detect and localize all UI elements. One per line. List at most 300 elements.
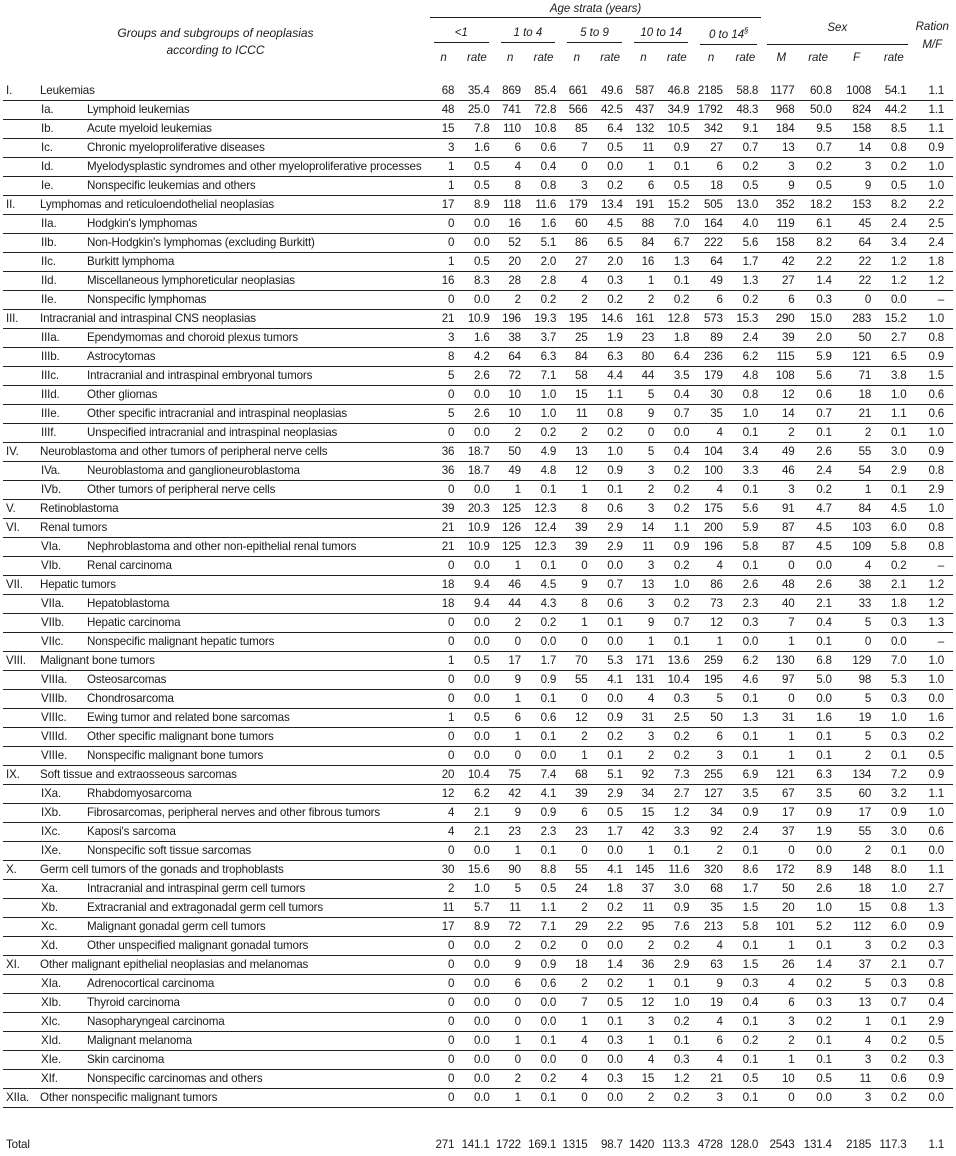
n-value: 191	[628, 195, 659, 214]
rate-value: 13.4	[592, 195, 627, 214]
row-label: Nephroblastoma and other non-epithelial renal tumors	[87, 540, 357, 554]
n-value: 6	[694, 1031, 727, 1050]
n-value: 44	[495, 594, 526, 613]
rate-value: 0.2	[592, 898, 627, 917]
n-value: 42	[495, 784, 526, 803]
n-value: 195	[694, 670, 727, 689]
n-value: 3	[628, 556, 659, 575]
rate-value: 0.0	[876, 632, 911, 651]
rate-value: 3.4	[876, 233, 911, 252]
n-value: 23	[628, 328, 659, 347]
row-label: Nonspecific lymphomas	[87, 293, 207, 307]
rate-value: 0.0	[459, 974, 494, 993]
rate-value: 0.9	[526, 955, 561, 974]
n-value: 87	[763, 518, 799, 537]
n-value: 573	[694, 309, 727, 328]
rate-value: 6.2	[728, 651, 763, 670]
rate-value: 1.1	[526, 898, 561, 917]
rate-value: 9.4	[459, 575, 494, 594]
row-code: X.	[6, 863, 17, 877]
n-value: 6	[694, 157, 727, 176]
rate-value: 0.2	[876, 157, 911, 176]
n-value: 0	[561, 1088, 592, 1107]
rate-value: 0.0	[459, 385, 494, 404]
n-value: 0	[428, 993, 459, 1012]
rate-value: 0.2	[799, 157, 836, 176]
n-value: 5	[837, 974, 876, 993]
n-value: 6	[694, 290, 727, 309]
n-value: 10	[495, 404, 526, 423]
n-value: 39	[763, 328, 799, 347]
rate-value: 4.5	[799, 537, 836, 556]
rate-value: 3.7	[526, 328, 561, 347]
n-value: 112	[837, 917, 876, 936]
rate-value: 0.1	[728, 936, 763, 955]
rate-value: 0.2	[876, 1088, 911, 1107]
n-value: 11	[628, 537, 659, 556]
n-value: 2	[628, 936, 659, 955]
n-value: 9	[628, 613, 659, 632]
rate-value: 0.2	[659, 290, 694, 309]
n-value: 49	[763, 442, 799, 461]
n-value: 1	[763, 632, 799, 651]
rate-value: 0.3	[728, 613, 763, 632]
n-value: 29	[561, 917, 592, 936]
n-value: 0	[428, 1069, 459, 1088]
row-code: VIIId.	[41, 730, 68, 744]
rate-value: 0.0	[459, 1012, 494, 1031]
rate-value: 1.6	[459, 138, 494, 157]
sex-header	[763, 2, 911, 46]
rate-value: 98.7	[601, 1138, 623, 1152]
n-value: 1	[763, 1050, 799, 1069]
row-code: XIe.	[41, 1053, 62, 1067]
ratio-value: 2.2	[912, 195, 954, 214]
rate-value: 2.6	[728, 575, 763, 594]
n-value: 85	[561, 119, 592, 138]
n-value: 179	[694, 366, 727, 385]
ratio-value: 0.4	[912, 993, 954, 1012]
n-value: 4	[694, 936, 727, 955]
rate-value: 20.3	[459, 499, 494, 518]
rate-value: 2.1	[876, 955, 911, 974]
n-value: 92	[628, 765, 659, 784]
n-value: 19	[694, 993, 727, 1012]
n-value: 172	[763, 860, 799, 879]
rate-value: 5.8	[876, 537, 911, 556]
n-value: 37	[837, 955, 876, 974]
n-value: 3	[628, 461, 659, 480]
rate-value: 5.9	[728, 518, 763, 537]
rate-value: 49.6	[592, 82, 627, 101]
rate-value: 0.1	[799, 423, 836, 442]
rate-value: 0.7	[728, 138, 763, 157]
row-code: IIe.	[41, 293, 57, 307]
rate-value: 1.7	[526, 651, 561, 670]
rate-value: 6.2	[728, 347, 763, 366]
row-code: VI.	[6, 521, 20, 535]
rate-value: 2.4	[728, 822, 763, 841]
table-row	[3, 119, 953, 138]
n-value: 9	[837, 176, 876, 195]
n-value: 2	[837, 746, 876, 765]
subheader-female: F	[852, 51, 860, 64]
rate-value: 4.5	[592, 214, 627, 233]
rate-value: 0.6	[799, 385, 836, 404]
ratio-value: 1.0	[912, 499, 954, 518]
ratio-value: 0.7	[912, 955, 954, 974]
rate-value: 15.3	[728, 309, 763, 328]
total-row	[3, 1134, 953, 1156]
n-value: 8	[561, 499, 592, 518]
rate-value: 0.4	[799, 613, 836, 632]
subheader-rate: rate	[666, 51, 687, 64]
rate-value: 5.0	[799, 670, 836, 689]
row-code: Ia.	[41, 103, 54, 117]
rate-value: 2.9	[876, 461, 911, 480]
rate-value: 0.0	[659, 423, 694, 442]
n-value: 0	[628, 423, 659, 442]
row-label: Other tumors of peripheral nerve cells	[87, 483, 276, 497]
rate-value: 2.5	[659, 708, 694, 727]
rate-value: 3.5	[728, 784, 763, 803]
subheader-n: n	[573, 51, 581, 64]
row-label: Rhabdomyosarcoma	[87, 787, 192, 801]
table-row	[3, 537, 953, 556]
rate-value: 0.5	[659, 176, 694, 195]
ratio-value: 1.0	[912, 803, 954, 822]
n-value: 30	[694, 385, 727, 404]
rate-value: 4.8	[728, 366, 763, 385]
rate-value: 0.1	[728, 746, 763, 765]
table-row	[3, 765, 953, 784]
row-label: Soft tissue and extraosseous sarcomas	[40, 768, 237, 782]
row-code: Xa.	[41, 882, 58, 896]
rate-value: 0.9	[728, 803, 763, 822]
rate-value: 0.0	[459, 1088, 494, 1107]
rate-value: 1.5	[728, 898, 763, 917]
rate-value: 5.6	[799, 366, 836, 385]
n-value: 0	[561, 632, 592, 651]
n-value: 3	[837, 1088, 876, 1107]
n-value: 58	[561, 366, 592, 385]
ratio-value: 1.2	[912, 575, 954, 594]
rate-value: 4.8	[526, 461, 561, 480]
rate-value: 7.8	[459, 119, 494, 138]
n-value: 320	[694, 860, 727, 879]
rate-value: 0.1	[876, 480, 911, 499]
n-value: 1	[428, 708, 459, 727]
rate-value: 0.3	[592, 271, 627, 290]
rate-value: 8.3	[459, 271, 494, 290]
n-value: 153	[837, 195, 876, 214]
rate-value: 0.1	[728, 480, 763, 499]
table-row	[3, 157, 953, 176]
n-value: 171	[628, 651, 659, 670]
table-header	[3, 2, 953, 82]
row-label: Retinoblastoma	[40, 502, 119, 516]
n-value: 4	[561, 1031, 592, 1050]
n-value: 22	[837, 271, 876, 290]
n-value: 72	[495, 366, 526, 385]
n-value: 0	[428, 955, 459, 974]
n-value: 4	[428, 803, 459, 822]
rate-value: 8.9	[459, 195, 494, 214]
row-label: Other specific malignant bone tumors	[87, 730, 274, 744]
n-value: 84	[837, 499, 876, 518]
rate-value: 5.3	[876, 670, 911, 689]
table-row	[3, 214, 953, 233]
rate-value: 5.9	[799, 347, 836, 366]
n-value: 55	[837, 822, 876, 841]
rate-value: 0.2	[659, 499, 694, 518]
row-code: IIIf.	[41, 426, 57, 440]
rate-value: 1.3	[728, 271, 763, 290]
n-value: 1008	[837, 82, 876, 101]
rate-value: 0.2	[526, 1069, 561, 1088]
rate-value: 10.9	[459, 309, 494, 328]
n-value: 1	[428, 252, 459, 271]
n-value: 39	[428, 499, 459, 518]
n-value: 0	[495, 1050, 526, 1069]
row-label: Nasopharyngeal carcinoma	[87, 1015, 225, 1029]
n-value: 236	[694, 347, 727, 366]
ratio-value: 0.6	[912, 404, 954, 423]
rate-value: 0.2	[659, 1012, 694, 1031]
n-value: 4	[694, 1012, 727, 1031]
row-label: Germ cell tumors of the gonads and trophoblasts	[40, 863, 284, 877]
n-value: 968	[763, 100, 799, 119]
rate-value: 15.2	[876, 309, 911, 328]
age-strata-header	[428, 2, 763, 20]
ratio-value: –	[912, 632, 954, 651]
subheader-rate: rate	[533, 51, 554, 64]
row-label: Lymphomas and reticuloendothelial neoplasias	[40, 198, 275, 212]
row-code: VIIc.	[41, 635, 64, 649]
ratio-value: 0.2	[912, 727, 954, 746]
subheader-rate: rate	[467, 51, 487, 64]
n-value: 84	[561, 347, 592, 366]
rate-value: 46.8	[659, 82, 694, 101]
rate-value: 5.8	[728, 917, 763, 936]
rate-value: 19.3	[526, 309, 561, 328]
rate-value: 2.4	[876, 214, 911, 233]
row-code: VIIIb.	[41, 692, 68, 706]
n-value: 17	[428, 917, 459, 936]
footnote-marker: §	[744, 26, 749, 35]
table-row	[3, 632, 953, 651]
rate-value: 0.2	[592, 727, 627, 746]
rate-value: 8.8	[526, 860, 561, 879]
rate-value: 0.1	[659, 157, 694, 176]
n-value: 72	[495, 917, 526, 936]
table-row	[3, 708, 953, 727]
table-row	[3, 613, 953, 632]
rate-value: 0.2	[876, 556, 911, 575]
rate-value: 0.0	[592, 1088, 627, 1107]
rate-value: 0.2	[592, 176, 627, 195]
n-value: 100	[694, 461, 727, 480]
rate-value: 1.2	[659, 803, 694, 822]
n-value: 2	[561, 898, 592, 917]
rate-value: 0.5	[592, 993, 627, 1012]
n-value: 44	[628, 366, 659, 385]
rate-value: 2.2	[799, 252, 836, 271]
rate-value: 2.3	[728, 594, 763, 613]
row-label: Kaposi's sarcoma	[87, 825, 176, 839]
rate-value: 0.1	[799, 1050, 836, 1069]
rate-value: 1.1	[659, 518, 694, 537]
row-label: Malignant bone tumors	[40, 654, 155, 668]
rate-value: 2.9	[659, 955, 694, 974]
n-value: 63	[694, 955, 727, 974]
rate-value: 0.0	[799, 689, 836, 708]
n-value: 84	[628, 233, 659, 252]
table-row	[3, 499, 953, 518]
row-code: VII.	[6, 578, 23, 592]
n-value: 42	[763, 252, 799, 271]
n-value: 3	[694, 1088, 727, 1107]
rate-value: 4.5	[799, 518, 836, 537]
row-code: Xb.	[41, 901, 58, 915]
n-value: 18	[694, 176, 727, 195]
rate-value: 0.0	[592, 632, 627, 651]
rate-value: 0.1	[728, 727, 763, 746]
ratio-value: 2.9	[912, 480, 954, 499]
n-value: 18	[561, 955, 592, 974]
n-value: 0	[428, 1012, 459, 1031]
n-value: 0	[428, 1050, 459, 1069]
rate-value: 0.0	[459, 613, 494, 632]
rate-value: 0.5	[728, 1069, 763, 1088]
rate-value: 0.0	[459, 955, 494, 974]
rate-value: 0.2	[526, 290, 561, 309]
n-value: 39	[561, 784, 592, 803]
n-value: 87	[763, 537, 799, 556]
n-value: 50	[763, 879, 799, 898]
row-code: XI.	[6, 958, 20, 972]
n-value: 27	[561, 252, 592, 271]
n-value: 6	[561, 803, 592, 822]
n-value: 4728	[697, 1138, 723, 1152]
row-code: Id.	[41, 160, 54, 174]
rate-value: 0.1	[659, 1031, 694, 1050]
ratio-value: 0.0	[912, 841, 954, 860]
row-label: Other specific intracranial and intraspinal neoplasias	[87, 407, 347, 421]
rate-value: 2.7	[659, 784, 694, 803]
n-value: 0	[561, 1050, 592, 1069]
table-row	[3, 82, 953, 101]
n-value: 37	[763, 822, 799, 841]
rate-value: 0.1	[659, 841, 694, 860]
n-value: 18	[837, 385, 876, 404]
rate-value: 0.1	[659, 632, 694, 651]
n-value: 17	[495, 651, 526, 670]
rate-value: 2.3	[526, 822, 561, 841]
ratio-value: 1.1	[912, 860, 954, 879]
rate-value: 4.0	[728, 214, 763, 233]
age-group-5to9: 5 to 9	[561, 20, 628, 46]
table-row	[3, 366, 953, 385]
n-value: 14	[837, 138, 876, 157]
n-value: 2	[428, 879, 459, 898]
row-label: Ependymomas and choroid plexus tumors	[87, 331, 298, 345]
rate-value: 0.0	[526, 1050, 561, 1069]
n-value: 1	[495, 727, 526, 746]
ratio-value: 0.3	[912, 1050, 954, 1069]
rate-value: 2.9	[592, 784, 627, 803]
rate-value: 0.9	[592, 461, 627, 480]
rate-value: 1.9	[799, 822, 836, 841]
n-value: 4	[495, 157, 526, 176]
row-label: Other malignant epithelial neoplasias and melanomas	[40, 958, 309, 972]
ratio-value: 0.0	[912, 1088, 954, 1107]
row-code: XIb.	[41, 996, 62, 1010]
rate-value: 131.4	[803, 1138, 832, 1152]
n-value: 119	[763, 214, 799, 233]
row-label: Osteosarcomas	[87, 673, 167, 687]
n-value: 5	[428, 366, 459, 385]
n-value: 0	[495, 746, 526, 765]
n-value: 45	[837, 214, 876, 233]
rate-value: 14.6	[592, 309, 627, 328]
n-value: 64	[694, 252, 727, 271]
n-value: 91	[763, 499, 799, 518]
n-value: 13	[763, 138, 799, 157]
table-row	[3, 1088, 953, 1107]
ratio-value: 0.8	[912, 974, 954, 993]
rate-value: 3.5	[659, 366, 694, 385]
n-value: 12	[428, 784, 459, 803]
rate-value: 0.2	[728, 1031, 763, 1050]
row-code: XIIa.	[6, 1091, 30, 1105]
n-value: 21	[428, 309, 459, 328]
rate-value: 4.5	[876, 499, 911, 518]
rate-value: 4.1	[526, 784, 561, 803]
n-value: 30	[428, 860, 459, 879]
n-value: 13	[837, 993, 876, 1012]
table-row	[3, 461, 953, 480]
n-value: 2185	[846, 1138, 872, 1152]
rate-value: 0.1	[799, 1031, 836, 1050]
rate-value: 0.9	[659, 898, 694, 917]
rate-value: 0.2	[799, 974, 836, 993]
n-value: 7	[561, 993, 592, 1012]
n-value: 60	[561, 214, 592, 233]
n-value: 104	[694, 442, 727, 461]
n-value: 0	[428, 214, 459, 233]
row-code: IX.	[6, 768, 20, 782]
n-value: 24	[561, 879, 592, 898]
n-value: 17	[428, 195, 459, 214]
row-code: IIa.	[41, 217, 57, 231]
n-value: 3	[837, 1050, 876, 1069]
rate-value: 0.3	[876, 613, 911, 632]
table-row	[3, 746, 953, 765]
ratio-value: –	[912, 556, 954, 575]
n-value: 2	[694, 841, 727, 860]
rate-value: 0.2	[659, 1088, 694, 1107]
row-code: IIIb.	[41, 350, 60, 364]
rate-value: 3.5	[799, 784, 836, 803]
ratio-value: 2.9	[912, 1012, 954, 1031]
n-value: 3	[763, 1012, 799, 1031]
subheader-rate: rate	[735, 51, 756, 64]
n-value: 8	[495, 176, 526, 195]
ratio-header-line2: M/F	[922, 39, 943, 52]
n-value: 1	[628, 841, 659, 860]
rate-value: 0.5	[459, 252, 494, 271]
